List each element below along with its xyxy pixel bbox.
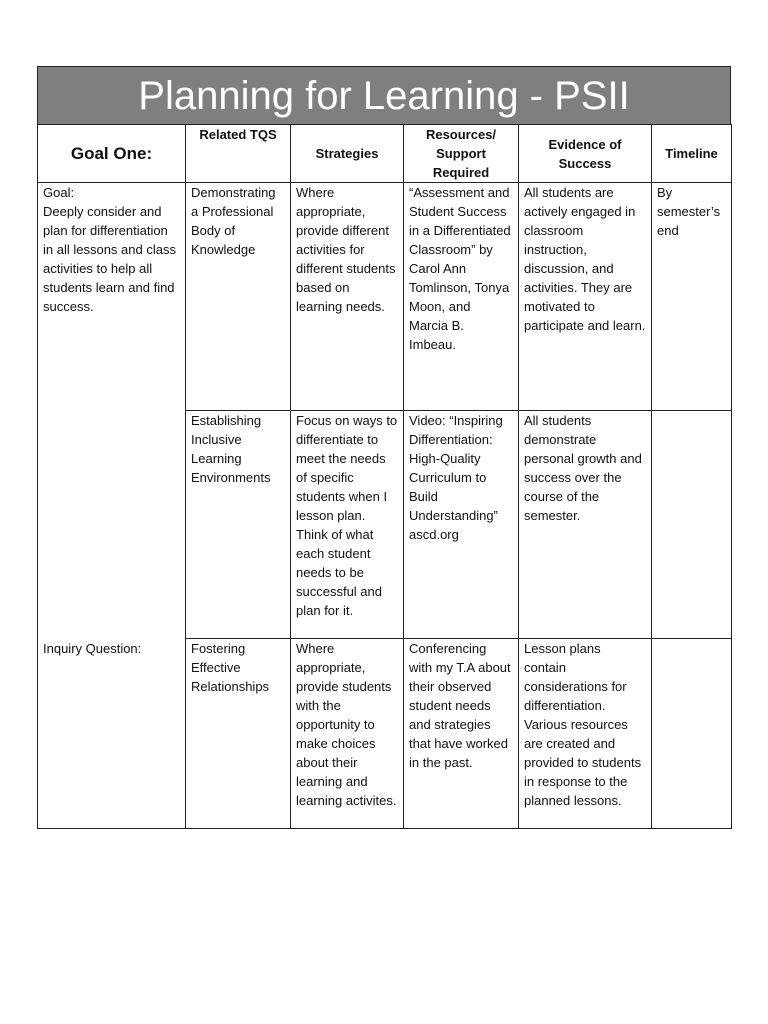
timeline-cell: By semester’s end	[652, 183, 732, 411]
strategies-cell: Where appropriate, provide different activities for different students based on learning needs.	[291, 183, 404, 411]
document-title: Planning for Learning - PSII	[37, 66, 731, 124]
tqs-cell: Fostering Effective Relationships	[186, 639, 291, 829]
header-row	[38, 125, 732, 183]
goal-label: Goal:	[43, 185, 75, 200]
evidence-header: Evidence of Success	[519, 125, 652, 183]
strategies-header: Strategies	[291, 125, 404, 183]
timeline-cell	[652, 411, 732, 639]
planning-table	[37, 124, 732, 829]
related-tqs-header: Related TQS	[186, 125, 291, 183]
tqs-cell: Demonstrating a Professional Body of Knowledge	[186, 183, 291, 411]
resources-cell: “Assessment and Student Success in a Differentiated Classroom” by Carol Ann Tomlinson, Tonya Moon, and Marcia B. Imbeau.	[404, 183, 519, 411]
table-row	[38, 183, 732, 411]
resources-cell: Conferencing with my T.A about their observed student needs and strategies that have worked in the past.	[404, 639, 519, 829]
resources-cell: Video: “Inspiring Differentiation: High-Quality Curriculum to Build Understanding” ascd.org	[404, 411, 519, 639]
evidence-cell: Lesson plans contain considerations for differentiation. Various resources are created and provided to students in response to the planned lessons.	[519, 639, 652, 829]
strategies-cell: Where appropriate, provide students with the opportunity to make choices about their learning and learning activites.	[291, 639, 404, 829]
goal-text: Deeply consider and plan for differentiation in all lessons and class activities to help all students learn and find success.	[43, 204, 176, 314]
tqs-cell: Establishing Inclusive Learning Environments	[186, 411, 291, 639]
inquiry-question-label: Inquiry Question:	[43, 641, 142, 656]
evidence-cell: All students are actively engaged in classroom instruction, discussion, and activities. They are motivated to participate and learn.	[519, 183, 652, 411]
timeline-cell	[652, 639, 732, 829]
strategies-cell: Focus on ways to differentiate to meet the needs of specific students when I lesson plan. Think of what each student needs to be successful and plan for it.	[291, 411, 404, 639]
goal-one-heading: Goal One:	[38, 125, 186, 183]
planning-document	[37, 66, 731, 829]
resources-header: Resources/ Support Required	[404, 125, 519, 183]
evidence-cell: All students demonstrate personal growth and success over the course of the semester.	[519, 411, 652, 639]
timeline-header: Timeline	[652, 125, 732, 183]
goal-description-cell	[38, 183, 186, 829]
